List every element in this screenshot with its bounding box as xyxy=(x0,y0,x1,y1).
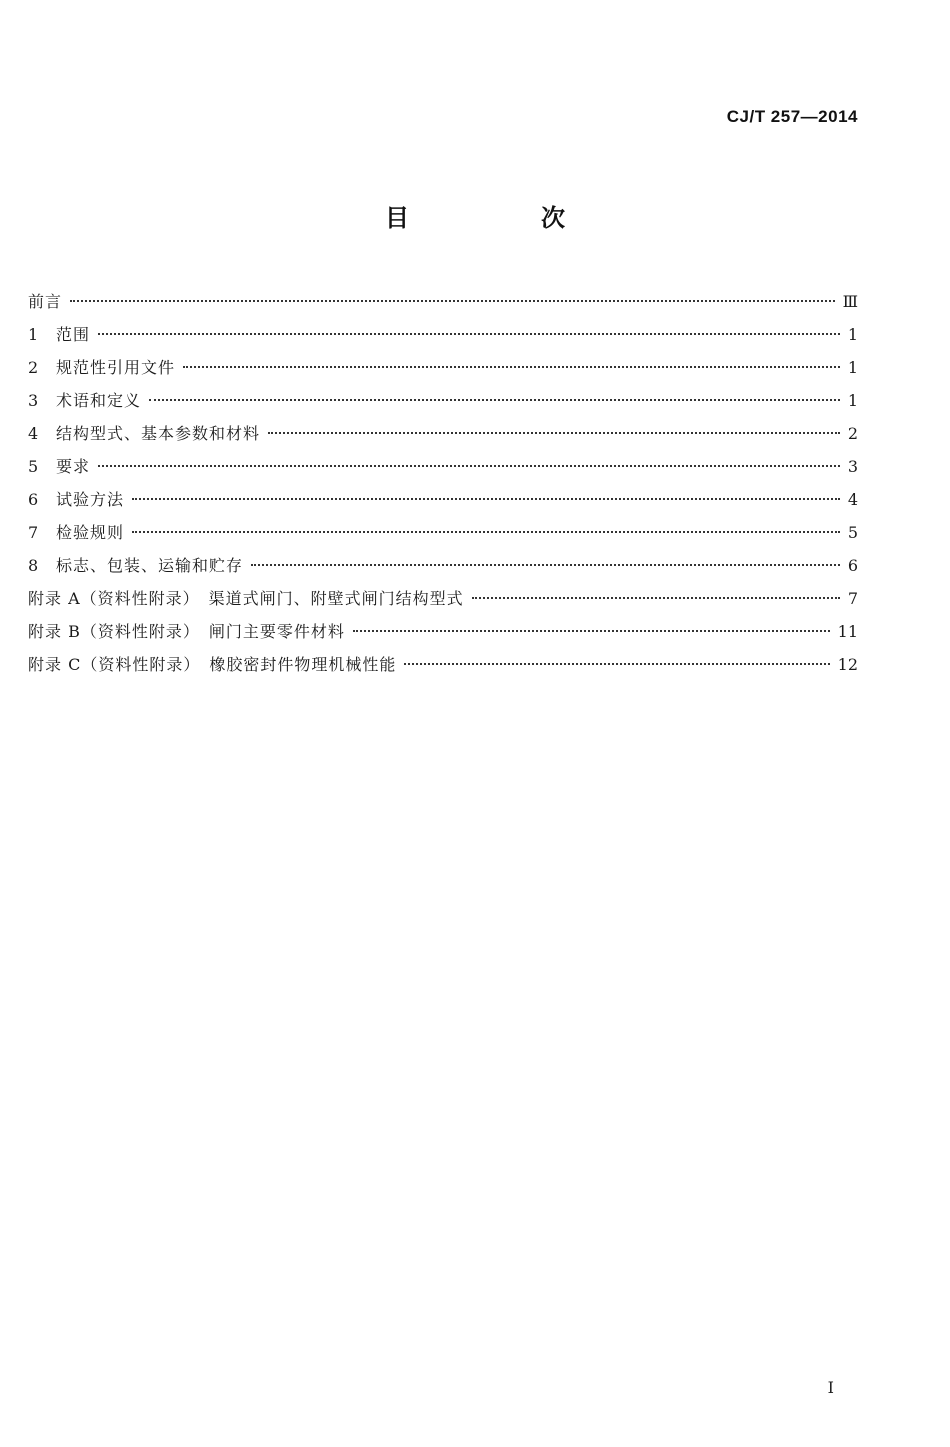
toc-entry-foreword[interactable] xyxy=(28,285,858,318)
toc-entry-page: 6 xyxy=(847,556,858,575)
toc-entry-marking-packaging[interactable] xyxy=(28,549,858,582)
toc-entry-page: 12 xyxy=(837,655,858,674)
toc-entry-page: 3 xyxy=(847,457,858,476)
toc-dot-leader xyxy=(70,300,835,302)
toc-entry-page: 1 xyxy=(847,358,858,377)
toc-dot-leader xyxy=(404,663,829,665)
toc-entry-label: 前言 xyxy=(28,292,63,311)
toc-entry-normative-references[interactable] xyxy=(28,351,858,384)
toc-entry-page: Ⅲ xyxy=(842,292,858,311)
page-title: 目 次 xyxy=(385,204,619,232)
toc-entry-scope[interactable] xyxy=(28,318,858,351)
toc-entry-page: 5 xyxy=(847,523,858,542)
toc-entry-structure[interactable] xyxy=(28,417,858,450)
toc-entry-label: 6 试验方法 xyxy=(28,490,125,509)
toc-entry-label: 2 规范性引用文件 xyxy=(28,358,176,377)
toc-entry-label: 1 范围 xyxy=(28,325,91,344)
toc-dot-leader xyxy=(149,399,840,401)
table-of-contents xyxy=(28,285,858,681)
toc-dot-leader xyxy=(353,630,830,632)
toc-dot-leader xyxy=(251,564,840,566)
toc-entry-label: 7 检验规则 xyxy=(28,523,125,542)
toc-entry-test-methods[interactable] xyxy=(28,483,858,516)
toc-dot-leader xyxy=(98,465,840,467)
toc-entry-requirements[interactable] xyxy=(28,450,858,483)
standard-code: CJ/T 257—2014 xyxy=(726,107,858,126)
toc-entry-page: 4 xyxy=(847,490,858,509)
toc-entry-label: 附录 C（资料性附录） 橡胶密封件物理机械性能 xyxy=(28,655,397,674)
toc-entry-page: 1 xyxy=(847,325,858,344)
toc-entry-page: 11 xyxy=(837,622,858,641)
toc-entry-appendix-b[interactable] xyxy=(28,615,858,648)
toc-dot-leader xyxy=(132,498,840,500)
page-number: I xyxy=(827,1378,834,1397)
toc-dot-leader xyxy=(132,531,840,533)
toc-entry-label: 附录 A（资料性附录） 渠道式闸门、附壁式闸门结构型式 xyxy=(28,589,464,608)
toc-entry-page: 1 xyxy=(847,391,858,410)
toc-entry-inspection-rules[interactable] xyxy=(28,516,858,549)
toc-dot-leader xyxy=(183,366,840,368)
toc-dot-leader xyxy=(268,432,840,434)
toc-dot-leader xyxy=(98,333,840,335)
toc-entry-terms-definitions[interactable] xyxy=(28,384,858,417)
toc-entry-label: 4 结构型式、基本参数和材料 xyxy=(28,424,261,443)
toc-entry-page: 2 xyxy=(847,424,858,443)
toc-entry-appendix-c[interactable] xyxy=(28,648,858,681)
toc-dot-leader xyxy=(472,597,840,599)
toc-entry-label: 8 标志、包装、运输和贮存 xyxy=(28,556,244,575)
toc-entry-label: 附录 B（资料性附录） 闸门主要零件材料 xyxy=(28,622,345,641)
toc-entry-page: 7 xyxy=(847,589,858,608)
toc-entry-appendix-a[interactable] xyxy=(28,582,858,615)
toc-entry-label: 5 要求 xyxy=(28,457,91,476)
toc-entry-label: 3 术语和定义 xyxy=(28,391,142,410)
